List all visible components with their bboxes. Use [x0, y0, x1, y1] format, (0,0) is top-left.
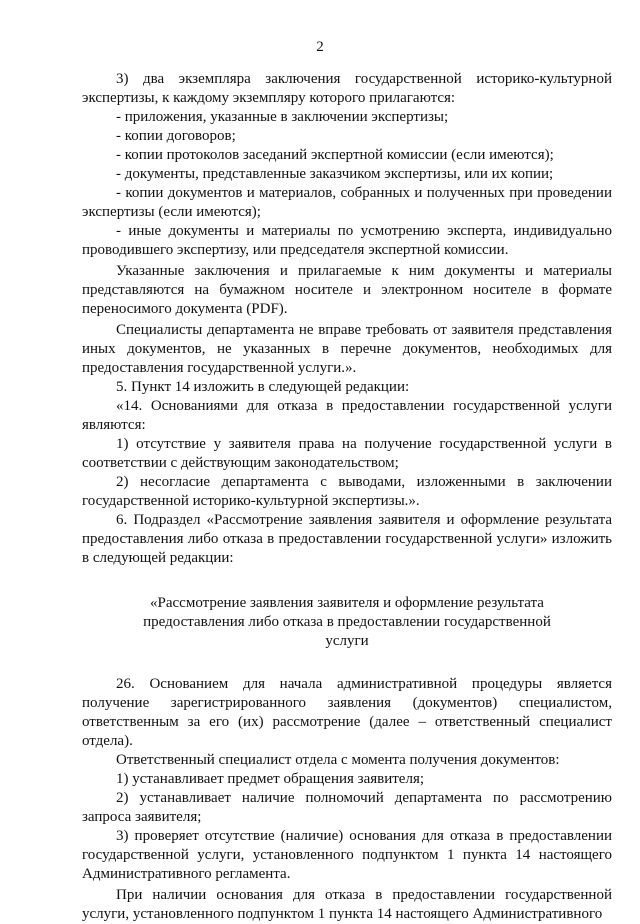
list-item-ground-2: 2) несогласие департамента с выводами, изложенными в заключении государственной историко-культурной экспертизы.». [82, 474, 612, 509]
list-item-customer-documents: - документы, представленные заказчиком экспертизы, или их копии; [116, 166, 554, 182]
list-item-action-1: 1) устанавливает предмет обращения заявителя; [116, 771, 425, 787]
paragraph-conclusions-format: Указанные заключения и прилагаемые к ним документы и материалы представляются на бумажном носителе и электронном носителе в формате переносимого документа (PDF). [82, 263, 612, 317]
paragraph-refusal-grounds: «14. Основаниями для отказа в предоставлении государственной услуги являются: [82, 398, 612, 433]
paragraph-item-26: 26. Основанием для начала административной процедуры является получение зарегистрированного заявления (документов) специалистом, ответственным за его (их) рассмотрение (далее – ответственный специалист отдела). [82, 676, 612, 749]
list-item-collected-materials: - копии документов и материалов, собранных и полученных при проведении экспертизы (если имеются); [82, 185, 612, 220]
paragraph-item-5: 5. Пункт 14 изложить в следующей редакции: [116, 379, 410, 395]
paragraph-specialist-actions: Ответственный специалист отдела с момента получения документов: [116, 752, 560, 768]
list-item-appendices: - приложения, указанные в заключении экспертизы; [116, 109, 449, 125]
paragraph-item-3: 3) два экземпляра заключения государственной историко-культурной экспертизы, к каждому экземпляру которого прилагаются: [82, 71, 612, 106]
document-body [82, 70, 612, 924]
list-item-other-documents: - иные документы и материалы по усмотрению эксперта, индивидуально проводившего экспертизу, или председателя экспертной комиссии. [82, 223, 612, 258]
paragraph-specialists-restriction: Специалисты департамента не вправе требовать от заявителя представления иных документов, не указанных в перечне документов, необходимых для предоставления государственной услуги.». [82, 322, 612, 376]
list-item-contracts: - копии договоров; [116, 128, 236, 144]
list-item-action-3: 3) проверяет отсутствие (наличие) основания для отказа в предоставлении государственной услуги, установленного подпунктом 1 пункта 14 настоящего Административного регламента. [82, 828, 612, 882]
paragraph-refusal-basis: При наличии основания для отказа в предоставлении государственной услуги, установленного подпунктом 1 пункта 14 настоящего Административного [82, 887, 612, 922]
section-heading: «Рассмотрение заявления заявителя и оформление результата предоставления либо отказа в предоставлении государственной услуги [143, 595, 551, 649]
paragraph-item-6: 6. Подраздел «Рассмотрение заявления заявителя и оформление результата предоставления либо отказа в предоставлении государственной услуги» изложить в следующей редакции: [82, 512, 612, 566]
page-number: 2 [316, 39, 324, 55]
list-item-ground-1: 1) отсутствие у заявителя права на получение государственной услуги в соответствии с действующим законодательством; [82, 436, 612, 471]
list-item-action-2: 2) устанавливает наличие полномочий департамента по рассмотрению запроса заявителя; [82, 790, 612, 825]
list-item-protocols: - копии протоколов заседаний экспертной комиссии (если имеются); [116, 147, 554, 163]
